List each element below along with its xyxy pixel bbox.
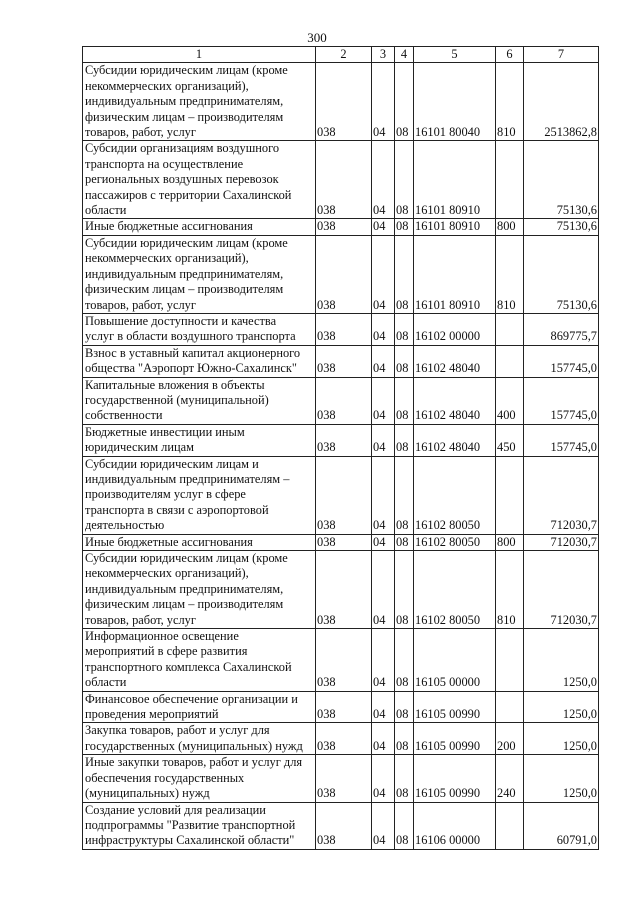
ministry-code-cell: 038 — [316, 456, 372, 534]
header-cell: 3 — [372, 47, 395, 63]
expense-type-cell — [496, 629, 524, 692]
row-name-cell: Иные бюджетные ассигнования — [83, 219, 316, 235]
section-code-cell: 04 — [372, 345, 395, 377]
amount-cell: 1250,0 — [524, 755, 599, 802]
table-row — [83, 723, 599, 755]
section-code-cell: 04 — [372, 63, 395, 141]
ministry-code-cell: 038 — [316, 534, 372, 550]
subsection-code-cell: 08 — [395, 691, 414, 723]
subsection-code-cell: 08 — [395, 802, 414, 849]
amount-cell: 869775,7 — [524, 313, 599, 345]
page-number: 300 — [307, 30, 327, 45]
table-row — [83, 534, 599, 550]
program-code-cell: 16105 00990 — [414, 723, 496, 755]
table-row — [83, 235, 599, 313]
row-name-cell: Создание условий для реализации подпрограммы "Развитие транспортной инфраструктуры Сахалинской области" — [83, 802, 316, 849]
row-name-cell: Субсидии юридическим лицам и индивидуальным предпринимателям – производителям услуг в сфере транспорта в связи с аэропортовой деятельностью — [83, 456, 316, 534]
subsection-code-cell: 08 — [395, 424, 414, 456]
expense-type-cell: 240 — [496, 755, 524, 802]
table-row — [83, 219, 599, 235]
amount-cell: 712030,7 — [524, 456, 599, 534]
subsection-code-cell: 08 — [395, 723, 414, 755]
program-code-cell: 16102 80050 — [414, 551, 496, 629]
table-row — [83, 456, 599, 534]
amount-cell: 157745,0 — [524, 345, 599, 377]
subsection-code-cell: 08 — [395, 219, 414, 235]
program-code-cell: 16105 00990 — [414, 755, 496, 802]
table-row — [83, 141, 599, 219]
expense-type-cell — [496, 802, 524, 849]
section-code-cell: 04 — [372, 377, 395, 424]
header-cell: 6 — [496, 47, 524, 63]
row-name-cell: Финансовое обеспечение организации и проведения мероприятий — [83, 691, 316, 723]
row-name-cell: Взнос в уставный капитал акционерного общества "Аэропорт Южно-Сахалинск" — [83, 345, 316, 377]
section-code-cell: 04 — [372, 424, 395, 456]
row-name-cell: Иные бюджетные ассигнования — [83, 534, 316, 550]
subsection-code-cell: 08 — [395, 629, 414, 692]
row-name-cell: Закупка товаров, работ и услуг для государственных (муниципальных) нужд — [83, 723, 316, 755]
expense-type-cell — [496, 691, 524, 723]
table-row — [83, 802, 599, 849]
amount-cell: 712030,7 — [524, 551, 599, 629]
ministry-code-cell: 038 — [316, 141, 372, 219]
program-code-cell: 16102 80050 — [414, 456, 496, 534]
subsection-code-cell: 08 — [395, 313, 414, 345]
row-name-cell: Субсидии юридическим лицам (кроме некоммерческих организаций), индивидуальным предпринимателям, физическим лицам – производителям товаров, работ, услуг — [83, 63, 316, 141]
expense-type-cell: 810 — [496, 235, 524, 313]
header-cell: 4 — [395, 47, 414, 63]
program-code-cell: 16102 48040 — [414, 345, 496, 377]
table-row — [83, 691, 599, 723]
expense-type-cell — [496, 345, 524, 377]
section-code-cell: 04 — [372, 551, 395, 629]
table-row — [83, 345, 599, 377]
ministry-code-cell: 038 — [316, 629, 372, 692]
row-name-cell: Иные закупки товаров, работ и услуг для обеспечения государственных (муниципальных) нужд — [83, 755, 316, 802]
subsection-code-cell: 08 — [395, 456, 414, 534]
row-name-cell: Бюджетные инвестиции иным юридическим лицам — [83, 424, 316, 456]
subsection-code-cell: 08 — [395, 551, 414, 629]
subsection-code-cell: 08 — [395, 755, 414, 802]
section-code-cell: 04 — [372, 755, 395, 802]
table-row — [83, 313, 599, 345]
program-code-cell: 16102 48040 — [414, 377, 496, 424]
amount-cell: 1250,0 — [524, 723, 599, 755]
ministry-code-cell: 038 — [316, 691, 372, 723]
section-code-cell: 04 — [372, 235, 395, 313]
program-code-cell: 16102 00000 — [414, 313, 496, 345]
table-row — [83, 551, 599, 629]
amount-cell: 1250,0 — [524, 691, 599, 723]
ministry-code-cell: 038 — [316, 802, 372, 849]
ministry-code-cell: 038 — [316, 424, 372, 456]
expense-type-cell — [496, 313, 524, 345]
header-cell: 1 — [83, 47, 316, 63]
expense-type-cell — [496, 141, 524, 219]
section-code-cell: 04 — [372, 313, 395, 345]
program-code-cell: 16101 80910 — [414, 219, 496, 235]
ministry-code-cell: 038 — [316, 235, 372, 313]
table-header-row — [83, 47, 599, 63]
amount-cell: 157745,0 — [524, 377, 599, 424]
row-name-cell: Субсидии юридическим лицам (кроме некоммерческих организаций), индивидуальным предпринимателям, физическим лицам – производителям товаров, работ, услуг — [83, 551, 316, 629]
program-code-cell: 16101 80910 — [414, 235, 496, 313]
row-name-cell: Субсидии юридическим лицам (кроме некоммерческих организаций), индивидуальным предпринимателям, физическим лицам – производителям товаров, работ, услуг — [83, 235, 316, 313]
table-row — [83, 629, 599, 692]
ministry-code-cell: 038 — [316, 219, 372, 235]
header-cell: 5 — [414, 47, 496, 63]
expense-type-cell — [496, 456, 524, 534]
row-name-cell: Повышение доступности и качества услуг в области воздушного транспорта — [83, 313, 316, 345]
ministry-code-cell: 038 — [316, 755, 372, 802]
amount-cell: 75130,6 — [524, 219, 599, 235]
section-code-cell: 04 — [372, 691, 395, 723]
section-code-cell: 04 — [372, 456, 395, 534]
expense-type-cell: 810 — [496, 63, 524, 141]
program-code-cell: 16101 80040 — [414, 63, 496, 141]
row-name-cell: Информационное освещение мероприятий в сфере развития транспортного комплекса Сахалинской области — [83, 629, 316, 692]
expense-type-cell: 450 — [496, 424, 524, 456]
section-code-cell: 04 — [372, 802, 395, 849]
table-row — [83, 424, 599, 456]
section-code-cell: 04 — [372, 219, 395, 235]
ministry-code-cell: 038 — [316, 345, 372, 377]
subsection-code-cell: 08 — [395, 63, 414, 141]
program-code-cell: 16105 00000 — [414, 629, 496, 692]
amount-cell: 2513862,8 — [524, 63, 599, 141]
subsection-code-cell: 08 — [395, 534, 414, 550]
table-row — [83, 377, 599, 424]
subsection-code-cell: 08 — [395, 141, 414, 219]
header-cell: 2 — [316, 47, 372, 63]
amount-cell: 75130,6 — [524, 141, 599, 219]
program-code-cell: 16102 48040 — [414, 424, 496, 456]
expense-type-cell: 400 — [496, 377, 524, 424]
program-code-cell: 16106 00000 — [414, 802, 496, 849]
row-name-cell: Капитальные вложения в объекты государственной (муниципальной) собственности — [83, 377, 316, 424]
ministry-code-cell: 038 — [316, 551, 372, 629]
table-row — [83, 63, 599, 141]
section-code-cell: 04 — [372, 141, 395, 219]
table-row — [83, 755, 599, 802]
budget-table — [82, 46, 599, 850]
amount-cell: 60791,0 — [524, 802, 599, 849]
ministry-code-cell: 038 — [316, 723, 372, 755]
amount-cell: 157745,0 — [524, 424, 599, 456]
section-code-cell: 04 — [372, 629, 395, 692]
subsection-code-cell: 08 — [395, 377, 414, 424]
subsection-code-cell: 08 — [395, 345, 414, 377]
header-cell: 7 — [524, 47, 599, 63]
expense-type-cell: 800 — [496, 219, 524, 235]
expense-type-cell: 200 — [496, 723, 524, 755]
expense-type-cell: 810 — [496, 551, 524, 629]
subsection-code-cell: 08 — [395, 235, 414, 313]
amount-cell: 1250,0 — [524, 629, 599, 692]
program-code-cell: 16105 00990 — [414, 691, 496, 723]
program-code-cell: 16101 80910 — [414, 141, 496, 219]
ministry-code-cell: 038 — [316, 63, 372, 141]
amount-cell: 75130,6 — [524, 235, 599, 313]
amount-cell: 712030,7 — [524, 534, 599, 550]
section-code-cell: 04 — [372, 534, 395, 550]
ministry-code-cell: 038 — [316, 313, 372, 345]
ministry-code-cell: 038 — [316, 377, 372, 424]
section-code-cell: 04 — [372, 723, 395, 755]
row-name-cell: Субсидии организациям воздушного транспорта на осуществление региональных воздушных перевозок пассажиров с территории Сахалинской области — [83, 141, 316, 219]
program-code-cell: 16102 80050 — [414, 534, 496, 550]
expense-type-cell: 800 — [496, 534, 524, 550]
